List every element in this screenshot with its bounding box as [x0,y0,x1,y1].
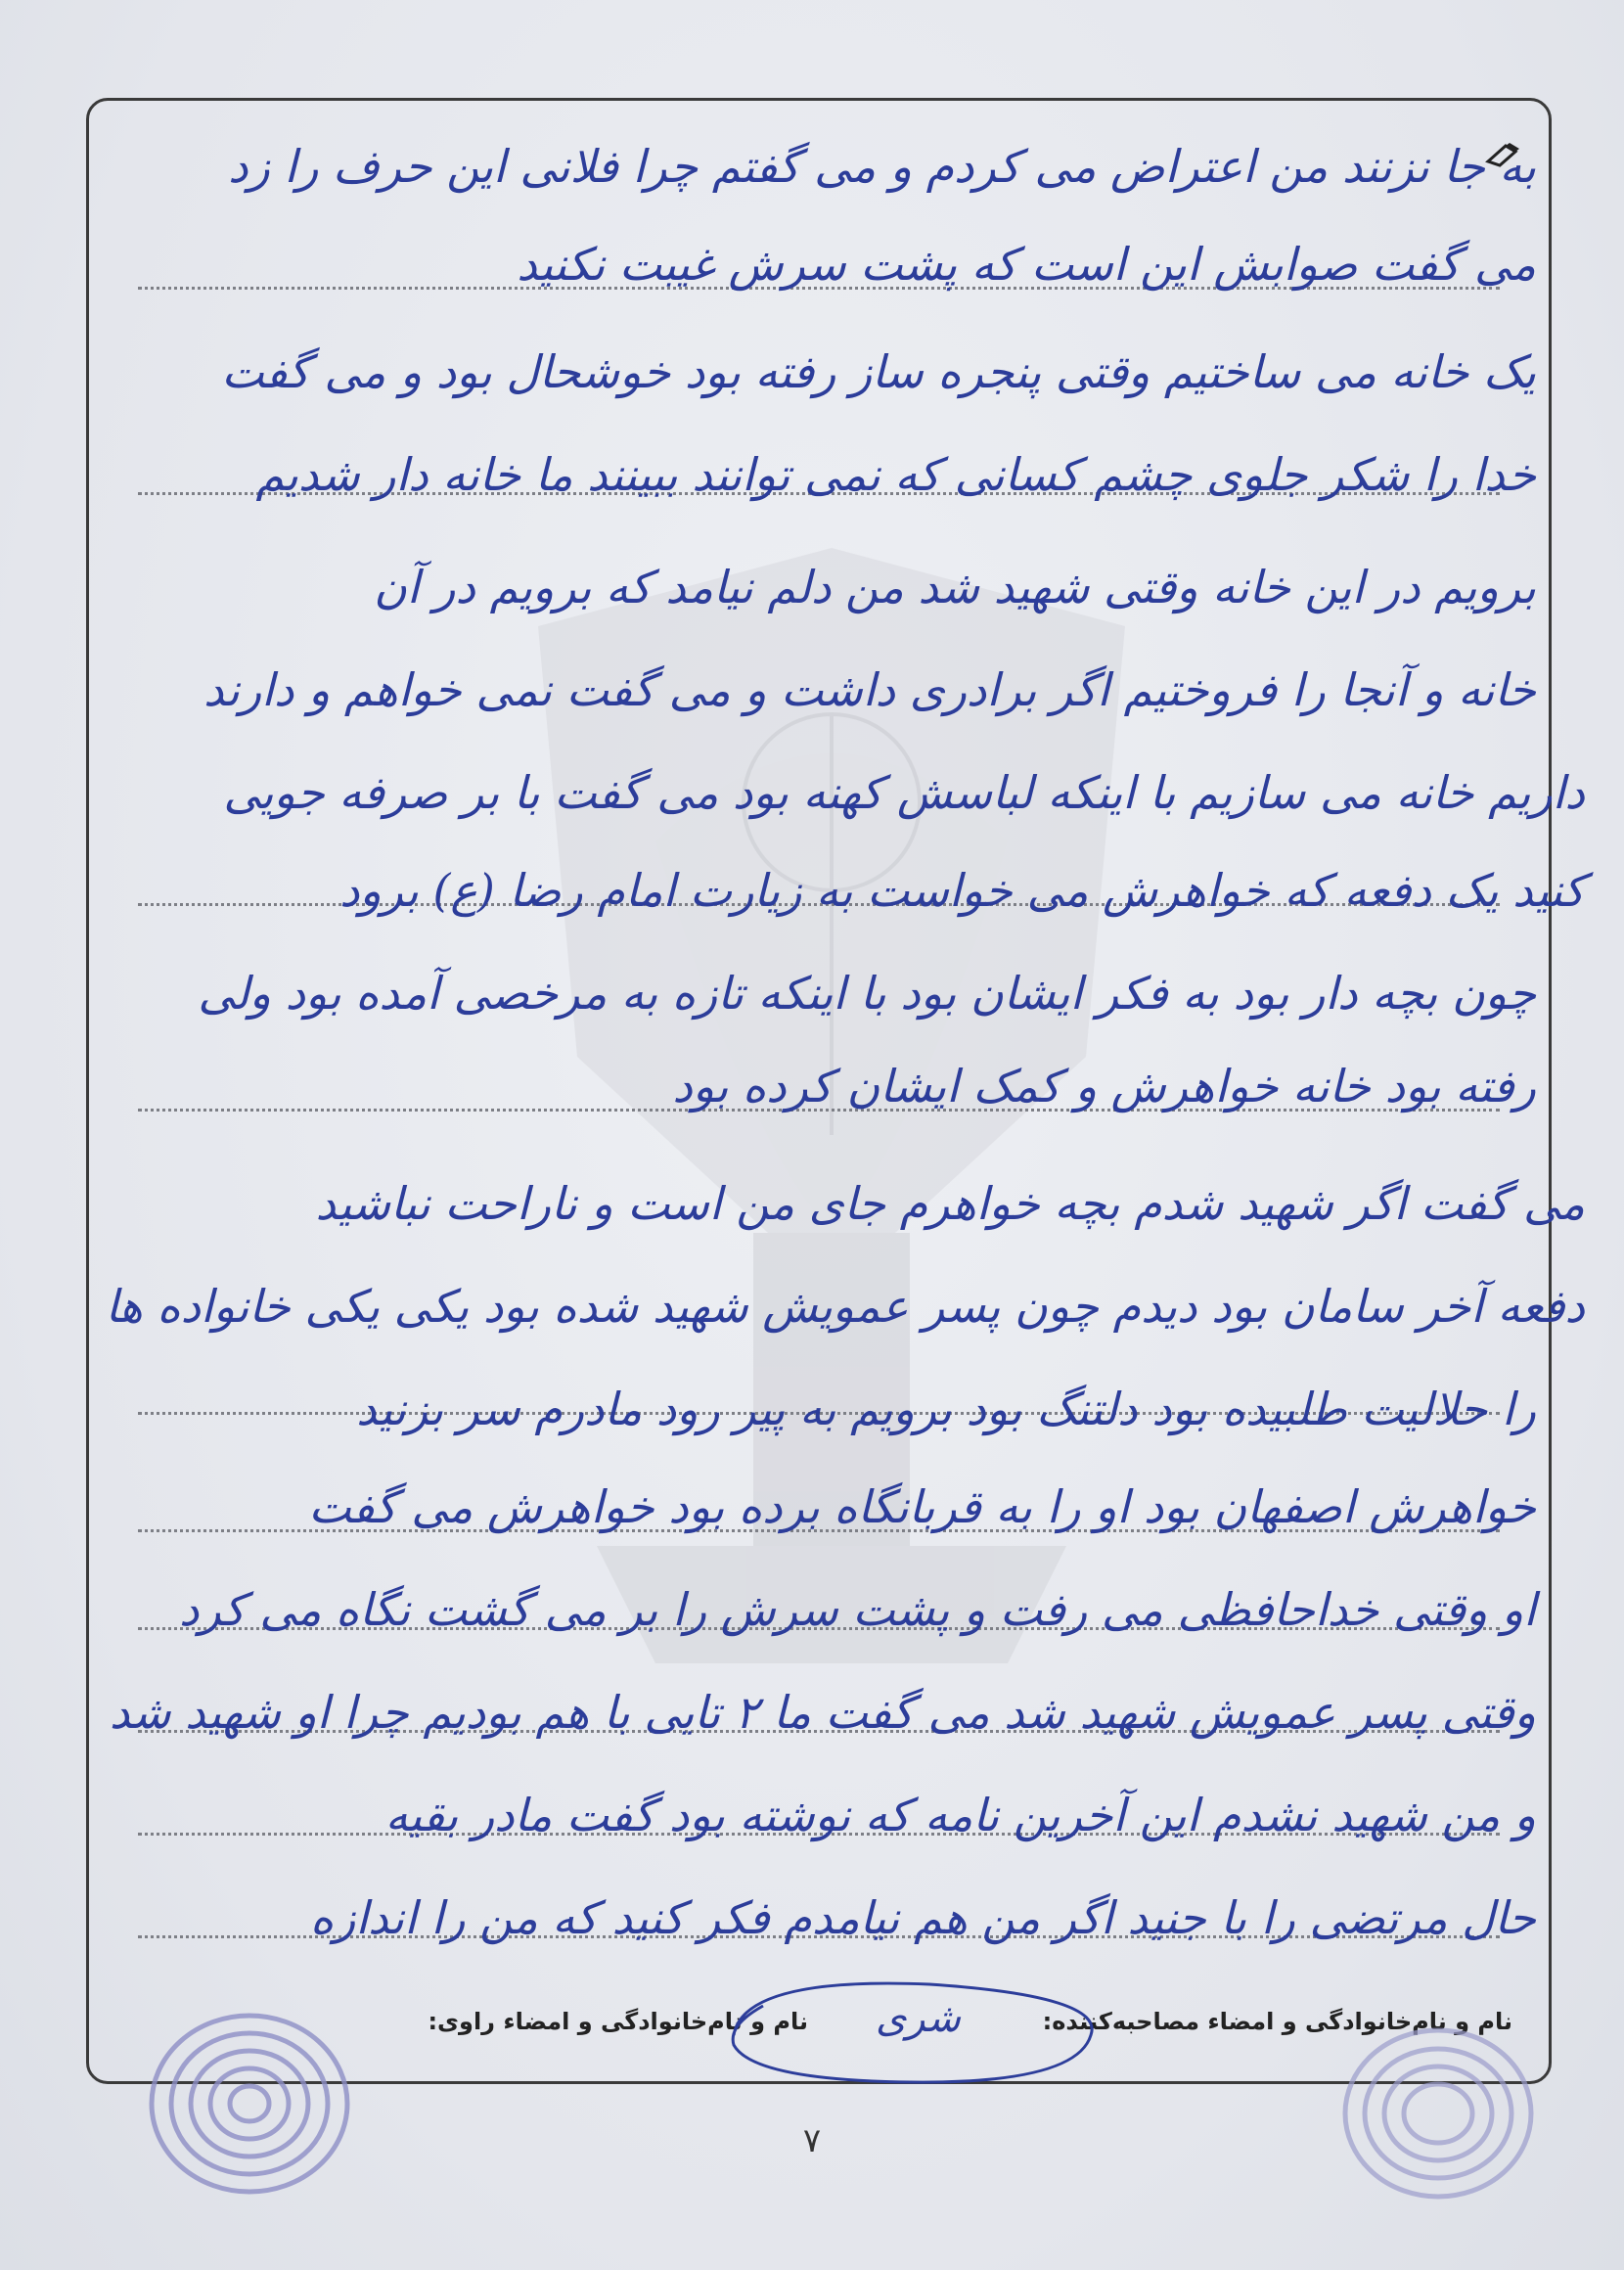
handwritten-line: و من شهید نشدم این آخرین نامه که نوشته بود گفت مادر بقیه [384,1789,1536,1841]
fingerprint-stamp [1331,2016,1546,2211]
handwritten-line: او وقتی خداحافظی می رفت و پشت سرش را بر می گشت نگاه می کرد [179,1583,1536,1636]
signature-text: شری [876,1996,961,2041]
fingerprint-stamp [137,2001,362,2206]
handwritten-line: وقتی پسر عمویش شهید شد می گفت ما ۲ تایی با هم بودیم چرا او شهید شد [109,1686,1536,1739]
handwritten-line: می گفت صوابش این است که پشت سرش غیبت نکنید [517,238,1536,291]
handwritten-line: را حلالیت طلبیده بود دلتنگ بود برویم به پیر رود مادرم سر بزنید [356,1383,1536,1435]
handwritten-line: خواهرش اصفهان بود او را به قربانگاه برده بود خواهرش می گفت [308,1480,1536,1533]
handwritten-line: دفعه آخر سامان بود دیدم چون پسر عمویش شهید شده بود یکی یکی خانواده ها [105,1280,1585,1333]
page-number: ۷ [802,2121,822,2160]
handwritten-line: خانه و آنجا را فروختیم اگر برادری داشت و می گفت نمی خواهم و دارند [203,663,1536,716]
interviewer-signature-label: نام و نام‌خانوادگی و امضاء مصاحبه‌کننده: [1042,2008,1512,2035]
handwritten-line: خدا را شکر جلوی چشم کسانی که نمی توانند ببینند ما خانه دار شدیم [255,448,1536,501]
handwritten-line: به جا نزنند من اعتراض می کردم و می گفتم چرا فلانی این حرف را زد [228,140,1536,193]
narrator-signature-label: نام و نام‌خانوادگی و امضاء راوی: [428,2008,808,2035]
handwritten-line: برویم در این خانه وقتی شهید شد من دلم نیامد که برویم در آن [374,561,1536,613]
handwritten-line: چون بچه دار بود به فکر ایشان بود با اینکه تازه به مرخصی آمده بود ولی [198,967,1536,1020]
handwritten-line: حال مرتضی را با جنید اگر من هم نیامدم فکر کنید که من را اندازه [310,1891,1536,1944]
handwritten-line: می گفت اگر شهید شدم بچه خواهرم جای من است و ناراحت نباشید [315,1177,1585,1230]
handwritten-line: یک خانه می ساختیم وقتی پنجره ساز رفته بود خوشحال بود و می گفت [221,345,1536,398]
handwritten-line: داریم خانه می سازیم با اینکه لباسش کهنه بود می گفت با بر صرفه جویی [223,766,1585,819]
handwritten-line: کنید یک دفعه که خواهرش می خواست به زیارت امام رضا (ع) برود [338,864,1585,917]
handwritten-line: رفته بود خانه خواهرش و کمک ایشان کرده بود [672,1060,1536,1112]
